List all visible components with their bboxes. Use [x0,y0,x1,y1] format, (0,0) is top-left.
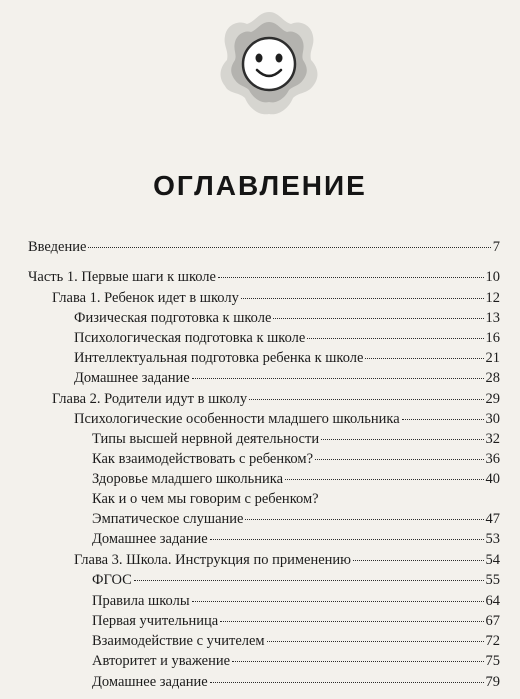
leader-dots [134,580,484,581]
toc-entry-page: 28 [485,370,500,386]
toc-entry-page: 36 [485,451,500,467]
toc-entry-label: Интеллектуальная подготовка ребенка к школе [74,350,364,366]
leader-dots [267,641,484,642]
leader-dots [365,358,483,359]
toc-entry [74,551,500,569]
toc-entry [28,238,500,256]
toc-entry-label: Авторитет и уважение [92,653,231,669]
toc-entry-page: 54 [485,552,500,568]
toc-entry-label: Взаимодействие с учителем [92,633,265,649]
toc-entry-page: 32 [485,431,500,447]
toc-entry-label: Часть 1. Первые шаги к школе [28,269,216,285]
toc-entry-page: 75 [485,653,500,669]
toc-entry [92,470,500,488]
toc-entry [92,510,500,528]
leader-dots [232,661,483,662]
toc-entry [92,430,500,448]
toc-entry-label: Эмпатическое слушание [92,511,244,527]
toc-entry [92,571,500,589]
toc-entry-label: Домашнее задание [74,370,190,386]
leader-dots [273,318,483,319]
toc-entry [92,632,500,650]
toc-entry-page: 30 [485,411,500,427]
toc-entry [92,450,500,468]
toc-entry [52,390,500,408]
toc-entry-label: Как и о чем мы говорим с ребенком? [92,491,319,507]
toc-entry [92,530,500,548]
toc-entry-page: 64 [485,593,500,609]
toc-entry-label: Психологические особенности младшего школьника [74,411,400,427]
leader-dots [218,277,484,278]
toc-entry-page: 55 [485,572,500,588]
leader-dots [321,439,483,440]
toc-entry-label: Типы высшей нервной деятельности [92,431,320,447]
toc-entry [74,349,500,367]
toc-entry-label: Как взаимодействовать с ребенком? [92,451,314,467]
smiling-sun-icon [213,8,325,120]
leader-dots [220,621,483,622]
toc-entry-label: Физическая подготовка к школе [74,310,272,326]
toc-entry-label: ФГОС [92,572,132,588]
toc-entry-label: Домашнее задание [92,674,208,690]
leader-dots [249,399,483,400]
toc-entry [28,268,500,286]
leader-dots [402,419,484,420]
toc-entry-page: 40 [485,471,500,487]
toc-entry [74,309,500,327]
toc-entry [92,673,500,691]
toc-entry-label: Введение [28,239,87,255]
toc-entry [74,410,500,428]
leader-dots [88,247,490,248]
toc-entry-label: Первая учительница [92,613,219,629]
leader-dots [285,479,484,480]
leader-dots [307,338,483,339]
toc-entry-label: Домашнее задание [92,531,208,547]
toc-entry [52,289,500,307]
toc-entry [74,329,500,347]
toc-entry-page: 47 [485,511,500,527]
leader-dots [210,539,484,540]
toc-entry-page: 29 [485,391,500,407]
toc-entry-page: 79 [485,674,500,690]
toc-entry-page: 16 [485,330,500,346]
toc-entry-page: 12 [485,290,500,306]
toc-entry [92,592,500,610]
leader-dots [210,682,484,683]
toc-entry-page: 53 [485,531,500,547]
leader-dots [315,459,483,460]
toc-entry-label: Правила школы [92,593,190,609]
toc-entry [92,652,500,670]
toc-entry-page: 72 [485,633,500,649]
toc-entry [74,369,500,387]
toc-entry-page: 21 [485,350,500,366]
toc-entry-page: 67 [485,613,500,629]
toc-entry [92,490,500,508]
toc-entry-page: 13 [485,310,500,326]
toc-entry-label: Глава 1. Ребенок идет в школу [52,290,239,306]
leader-dots [192,378,484,379]
toc-entry-label: Психологическая подготовка к школе [74,330,306,346]
toc-entry [92,612,500,630]
page-title: ОГЛАВЛЕНИЕ [153,170,367,201]
leader-dots [353,560,483,561]
leader-dots [241,298,484,299]
toc-entry-label: Глава 3. Школа. Инструкция по применению [74,552,352,568]
toc-entry-label: Здоровье младшего школьника [92,471,283,487]
toc-entry-page: 7 [492,239,500,255]
leader-dots [192,601,484,602]
toc-entry-page: 10 [485,269,500,285]
toc-entry-label: Глава 2. Родители идут в школу [52,391,248,407]
leader-dots [245,519,483,520]
